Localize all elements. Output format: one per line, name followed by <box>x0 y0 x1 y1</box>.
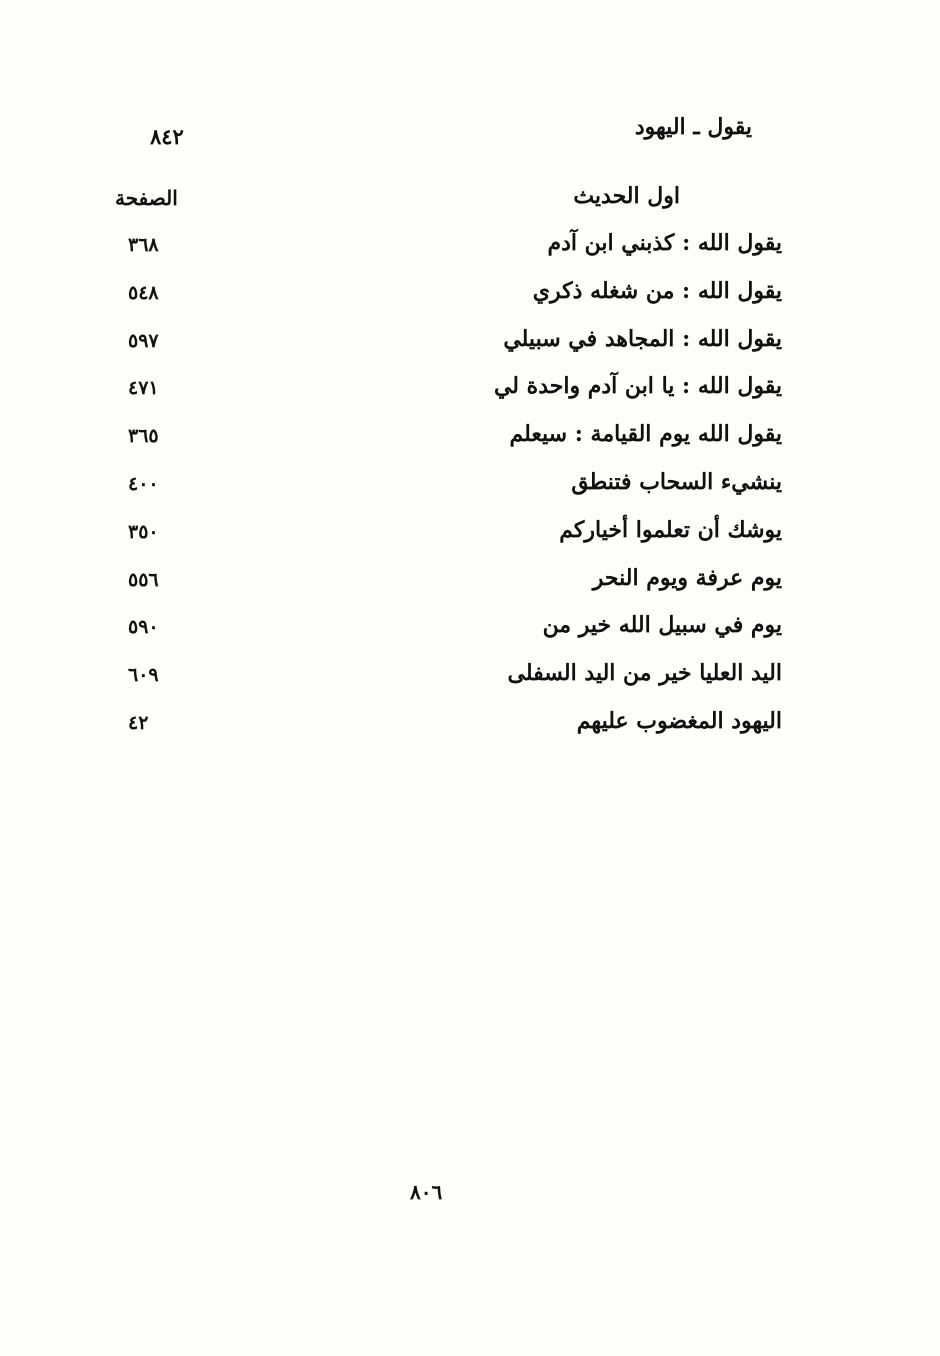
entry-text: يقول الله : المجاهد في سبيلي <box>503 325 782 352</box>
entry-page: ٥٤٨ <box>128 281 159 304</box>
page-number: ٨٠٦ <box>410 1180 443 1204</box>
index-entry <box>110 369 782 417</box>
entry-page: ٥٥٦ <box>128 568 159 591</box>
index-entry <box>110 513 782 561</box>
column-heading-first-words: اول الحديث <box>573 183 680 209</box>
index-entries <box>110 226 782 752</box>
running-header-title: يقول ـ اليهود <box>634 114 752 140</box>
entry-page: ٦٠٩ <box>128 664 159 687</box>
entry-text: ينشيء السحاب فتنطق <box>571 468 782 495</box>
index-entry <box>110 274 782 322</box>
entry-page: ٤٠٠ <box>128 472 159 495</box>
entry-text: يقول الله : من شغله ذكري <box>532 277 782 304</box>
entry-text: اليهود المغضوب عليهم <box>576 707 782 734</box>
index-entry <box>110 704 782 752</box>
index-entry <box>110 226 782 274</box>
entry-text: يوشك أن تعلموا أخياركم <box>559 516 782 543</box>
entry-text: يوم في سبيل الله خير من <box>542 612 782 639</box>
index-entry <box>110 417 782 465</box>
index-entry <box>110 322 782 370</box>
entry-page: ٥٩٠ <box>128 616 159 639</box>
entry-page: ٣٥٠ <box>128 520 159 543</box>
entry-text: يقول الله : كذبني ابن آدم <box>547 230 782 256</box>
entry-text: يقول الله : يا ابن آدم واحدة لي <box>493 373 782 400</box>
entry-text: اليد العليا خير من اليد السفلى <box>507 660 782 687</box>
entry-page: ٤٧١ <box>128 377 159 400</box>
entry-page: ٥٩٧ <box>128 329 159 352</box>
index-entry <box>110 561 782 609</box>
index-entry <box>110 608 782 656</box>
entry-page: ٣٦٨ <box>128 234 159 256</box>
running-header-number: ٨٤٢ <box>150 124 184 149</box>
entry-page: ٣٦٥ <box>128 425 159 448</box>
entry-text: يوم عرفة ويوم النحر <box>592 564 782 591</box>
column-heading-page: الصفحة <box>115 186 178 210</box>
entry-page: ٤٢ <box>128 711 149 734</box>
index-entry <box>110 656 782 704</box>
entry-text: يقول الله يوم القيامة : سيعلم <box>509 421 782 448</box>
index-entry <box>110 465 782 513</box>
